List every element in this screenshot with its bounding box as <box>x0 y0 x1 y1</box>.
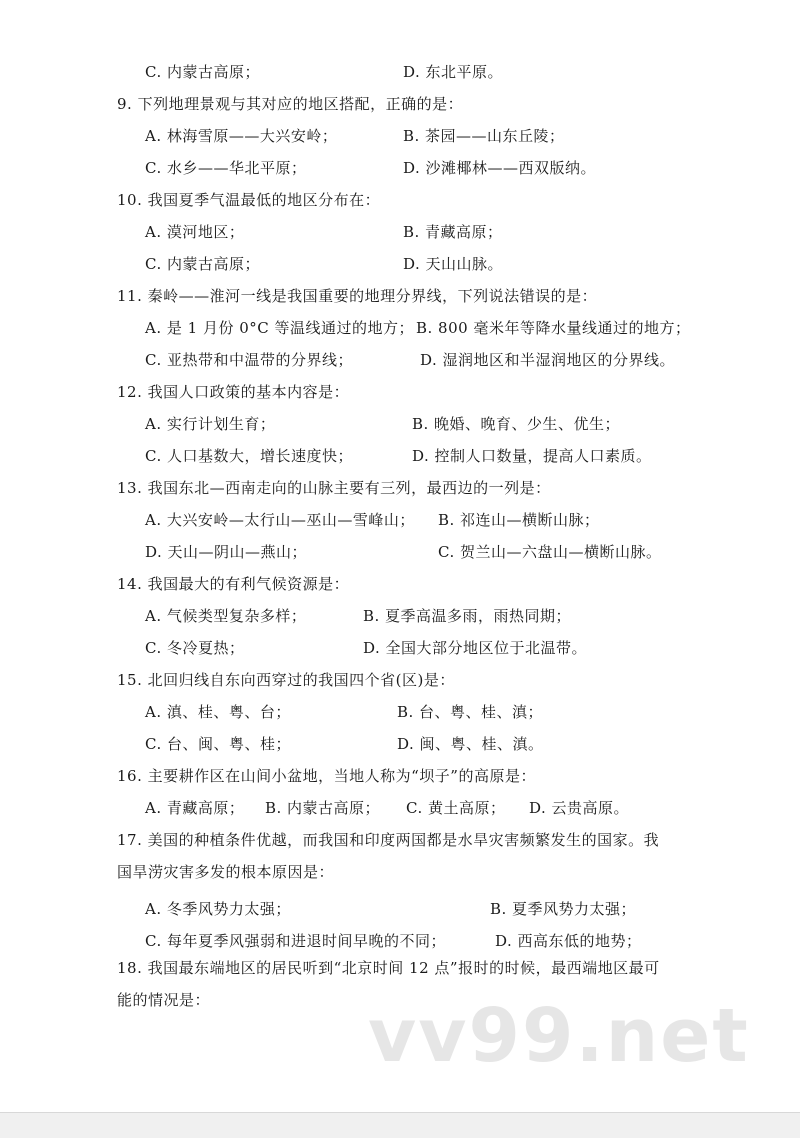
q11-option-a: A. 是 1 月份 0°C 等温线通过的地方； <box>145 319 415 337</box>
q16-option-b: B. 内蒙古高原； <box>265 799 381 817</box>
q17-option-d: D. 西高东低的地势； <box>495 932 642 950</box>
q14-option-c: C. 冬冷夏热； <box>145 639 245 657</box>
q13-option-b: B. 祁连山—横断山脉； <box>438 511 600 529</box>
q11-option-d: D. 湿润地区和半湿润地区的分界线。 <box>420 351 676 369</box>
q9-option-a: A. 林海雪原——大兴安岭； <box>145 127 338 145</box>
question-17-cont: 国旱涝灾害多发的根本原因是： <box>117 863 335 881</box>
q16-option-d: D. 云贵高原。 <box>529 799 630 817</box>
q15-option-b: B. 台、粤、桂、滇； <box>397 703 544 721</box>
q17-option-b: B. 夏季风势力太强； <box>490 900 637 918</box>
q11-option-b: B. 800 毫米年等降水量线通过的地方； <box>416 319 691 337</box>
q12-option-c: C. 人口基数大，增长速度快； <box>145 447 353 465</box>
q16-option-a: A. 青藏高原； <box>145 799 245 817</box>
question-18-cont: 能的情况是： <box>117 991 211 1009</box>
question-10: 10. 我国夏季气温最低的地区分布在： <box>117 191 381 209</box>
q10-option-c: C. 内蒙古高原； <box>145 255 260 273</box>
q17-option-a: A. 冬季风势力太强； <box>145 900 291 918</box>
q9-option-b: B. 茶园——山东丘陵； <box>403 127 565 145</box>
q8-option-c: C. 内蒙古高原； <box>145 63 260 81</box>
q14-option-b: B. 夏季高温多雨，雨热同期； <box>363 607 572 625</box>
q13-option-a: A. 大兴安岭—太行山—巫山—雪峰山； <box>145 511 415 529</box>
q9-option-c: C. 水乡——华北平原； <box>145 159 307 177</box>
q14-option-a: A. 气候类型复杂多样； <box>145 607 307 625</box>
question-17: 17. 美国的种植条件优越，而我国和印度两国都是水旱灾害频繁发生的国家。我 <box>117 831 660 849</box>
q10-option-b: B. 青藏高原； <box>403 223 503 241</box>
question-13: 13. 我国东北—西南走向的山脉主要有三列，最西边的一列是： <box>117 479 551 497</box>
q10-option-d: D. 天山山脉。 <box>403 255 504 273</box>
q9-option-d: D. 沙滩椰林——西双版纳。 <box>403 159 597 177</box>
q10-option-a: A. 漠河地区； <box>145 223 245 241</box>
q12-option-d: D. 控制人口数量，提高人口素质。 <box>412 447 652 465</box>
q13-option-c: C. 贺兰山—六盘山—横断山脉。 <box>438 543 662 561</box>
q16-option-c: C. 黄土高原； <box>406 799 506 817</box>
q12-option-b: B. 晚婚、晚育、少生、优生； <box>412 415 621 433</box>
question-9: 9. 下列地理景观与其对应的地区搭配，正确的是： <box>117 95 464 113</box>
q17-option-c: C. 每年夏季风强弱和进退时间早晚的不同； <box>145 932 446 950</box>
q12-option-a: A. 实行计划生育； <box>145 415 276 433</box>
q13-option-d: D. 天山—阴山—燕山； <box>145 543 308 561</box>
question-14: 14. 我国最大的有利气候资源是： <box>117 575 350 593</box>
q8-option-d: D. 东北平原。 <box>403 63 504 81</box>
question-11: 11. 秦岭——淮河一线是我国重要的地理分界线，下列说法错误的是： <box>117 287 598 305</box>
q11-option-c: C. 亚热带和中温带的分界线； <box>145 351 353 369</box>
q15-option-a: A. 滇、桂、粤、台； <box>145 703 291 721</box>
q15-option-c: C. 台、闽、粤、桂； <box>145 735 291 753</box>
question-12: 12. 我国人口政策的基本内容是： <box>117 383 350 401</box>
question-16: 16. 主要耕作区在山间小盆地，当地人称为“坝子”的高原是： <box>117 767 536 785</box>
question-15: 15. 北回归线自东向西穿过的我国四个省(区)是： <box>117 671 455 689</box>
bottom-bar <box>0 1112 800 1138</box>
q14-option-d: D. 全国大部分地区位于北温带。 <box>363 639 588 657</box>
question-18: 18. 我国最东端地区的居民听到“北京时间 12 点”报时的时候，最西端地区最可 <box>117 959 660 977</box>
q15-option-d: D. 闽、粤、桂、滇。 <box>397 735 544 753</box>
watermark: vv99.net <box>368 993 750 1079</box>
